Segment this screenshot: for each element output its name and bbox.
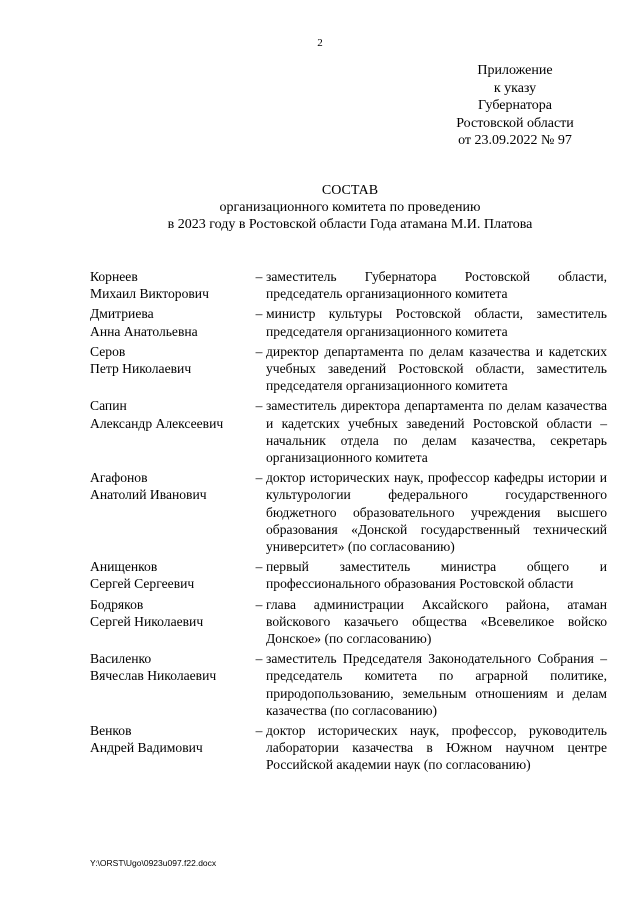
member-row <box>90 650 610 719</box>
member-name <box>90 397 252 466</box>
member-surname: Дмитриева <box>90 306 154 322</box>
member-role: глава администрации Аксайского района, атаман войскового казачьего общества «Всевеликое войско Донское» (по согласованию) <box>266 596 607 647</box>
file-path-footer: Y:\ORST\Ugo\0923u097.f22.docx <box>90 858 217 868</box>
dash: – <box>255 596 263 612</box>
title-line: в 2023 году в Ростовской области Года атамана М.И. Платова <box>167 217 533 232</box>
member-name <box>90 722 252 774</box>
member-name <box>90 650 252 719</box>
title-line: организационного комитета по проведению <box>219 200 481 215</box>
member-row <box>90 469 610 555</box>
member-given-name: Михаил Викторович <box>90 286 209 302</box>
member-row <box>90 397 610 466</box>
member-surname: Бодряков <box>90 596 144 612</box>
dash: – <box>255 470 263 486</box>
member-name <box>90 558 252 592</box>
member-given-name: Сергей Николаевич <box>90 613 204 629</box>
member-row <box>90 268 610 302</box>
member-given-name: Петр Николаевич <box>90 361 192 377</box>
appendix-line: Ростовской области <box>456 115 574 131</box>
member-surname: Василенко <box>90 651 152 667</box>
document-title <box>0 182 640 233</box>
member-role: директор департамента по делам казачества и кадетских учебных заведений Ростовской области, заместитель председателя организационного комитета <box>266 343 607 394</box>
member-given-name: Анна Анатольевна <box>90 323 198 339</box>
member-role: доктор исторических наук, профессор, руководитель лаборатории казачества в Южном научном центре Российской академии наук (по согласованию) <box>266 723 607 773</box>
member-surname: Агафонов <box>90 470 148 486</box>
member-surname: Анищенков <box>90 559 158 575</box>
dash: – <box>255 559 263 575</box>
appendix-line: Губернатора <box>477 98 553 113</box>
page-number: 2 <box>317 37 323 49</box>
member-name <box>90 343 252 395</box>
appendix-line: к указу <box>493 80 537 96</box>
dash: – <box>255 269 263 284</box>
appendix-header <box>440 62 590 150</box>
member-given-name: Анатолий Иванович <box>90 487 207 503</box>
member-row <box>90 305 610 339</box>
member-row <box>90 596 610 648</box>
member-surname: Серов <box>90 343 126 359</box>
member-role: первый заместитель министра общего и профессионального образования Ростовской области <box>266 559 607 592</box>
dash: – <box>255 343 263 359</box>
member-row <box>90 558 610 592</box>
member-role: заместитель Председателя Законодательного Собрания – председатель комитета по аграрной политике, природопользованию, земельным отношениям и делам казачества (по согласованию) <box>266 651 607 718</box>
member-given-name: Андрей Вадимович <box>90 740 203 756</box>
member-row <box>90 722 610 774</box>
dash: – <box>255 651 263 667</box>
appendix-line: от 23.09.2022 № 97 <box>458 133 572 148</box>
member-role: министр культуры Ростовской области, заместитель председателя организационного комитета <box>266 306 607 339</box>
dash: – <box>255 398 263 414</box>
member-name <box>90 305 252 339</box>
member-name <box>90 469 252 555</box>
member-row <box>90 343 610 395</box>
title-heading: СОСТАВ <box>321 183 379 198</box>
committee-member-list <box>90 268 610 777</box>
member-surname: Корнеев <box>90 269 138 284</box>
appendix-line: Приложение <box>477 63 553 78</box>
member-name <box>90 596 252 648</box>
member-given-name: Вячеслав Николаевич <box>90 668 217 684</box>
member-given-name: Александр Алексеевич <box>90 415 224 431</box>
member-surname: Венков <box>90 723 132 739</box>
member-role: доктор исторических наук, профессор кафедры истории и культурологии федерального государственного бюджетного образовательного учреждения высшего образования «Донской государственный технический университет» (по согласованию) <box>266 470 607 555</box>
member-role: заместитель Губернатора Ростовской области, председатель организационного комитета <box>266 269 607 302</box>
member-role: заместитель директора департамента по делам казачества и кадетских учебных заведений Ростовской области – начальник отдела по делам казачества, секретарь организационного комитета <box>266 398 607 466</box>
member-given-name: Сергей Сергеевич <box>90 576 195 592</box>
dash: – <box>255 723 263 739</box>
member-surname: Сапин <box>90 398 127 414</box>
dash: – <box>255 306 263 322</box>
member-name <box>90 268 252 302</box>
